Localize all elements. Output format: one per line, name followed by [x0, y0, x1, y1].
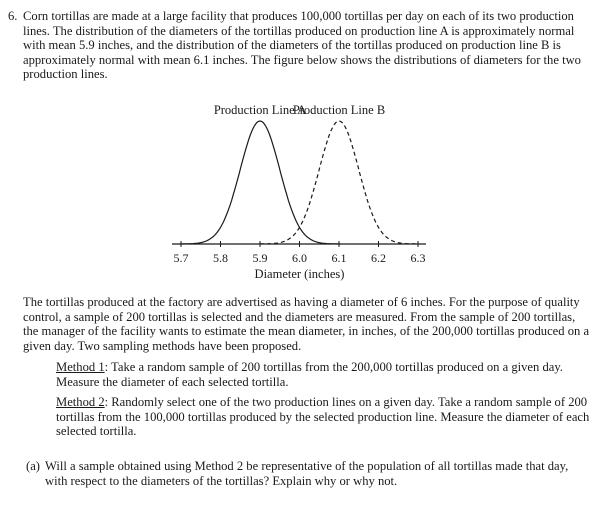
label-line-a: Production Line A — [213, 103, 307, 117]
method-1 — [56, 360, 592, 389]
method-2-label: Method 2 — [56, 395, 105, 409]
x-tick-label: 6.2 — [371, 251, 386, 265]
method-1-label: Method 1 — [56, 360, 105, 374]
question-number: 6. — [8, 9, 18, 23]
quality-control-paragraph: The tortillas produced at the factory are advertised as having a diameter of 6 inches. For the purpose of quality control, a sample of 200 tortillas is selected and the diameters are measured. From the sample of 200 tortillas, the manager of the facility wants to estimate the mean diameter, in inches, of the 200,000 tortillas produced on a given day. Two sampling methods have been proposed. — [23, 295, 590, 353]
part-a-label: (a) — [26, 459, 40, 473]
x-tick-label: 5.8 — [213, 251, 228, 265]
x-tick-label: 6.0 — [292, 251, 307, 265]
x-axis-label: Diameter (inches) — [254, 267, 345, 281]
label-line-b: Production Line B — [292, 103, 386, 117]
x-tick-label: 6.1 — [331, 251, 347, 265]
method-2-text: : Randomly select one of the two production lines on a given day. Take a random sample of 200 tortillas from the 100,000 tortillas produced by the selected production line. Measure the diameter of each selected tortilla. — [56, 395, 590, 439]
x-tick-label: 5.7 — [173, 251, 189, 265]
question-intro: Corn tortillas are made at a large facility that produces 100,000 tortillas per day on each of its two production lines. The distribution of the diameters of the tortillas produced on production line A is approximately normal with mean 5.9 inches, and the distribution of the diameters of the tortillas produced on production line B is approximately normal with mean 6.1 inches. The figure below shows the distributions of diameters for the two production lines. — [23, 9, 581, 82]
part-a-text: Will a sample obtained using Method 2 be representative of the population of all tortillas made that day, with respect to the diameters of the tortillas? Explain why or why not. — [45, 459, 569, 488]
method-1-text: : Take a random sample of 200 tortillas from the 200,000 tortillas produced on a given day. Measure the diameter of each selected tortilla. — [56, 360, 563, 389]
x-tick-label: 6.3 — [410, 251, 426, 265]
x-tick-label: 5.9 — [252, 251, 268, 265]
method-2 — [56, 395, 592, 439]
